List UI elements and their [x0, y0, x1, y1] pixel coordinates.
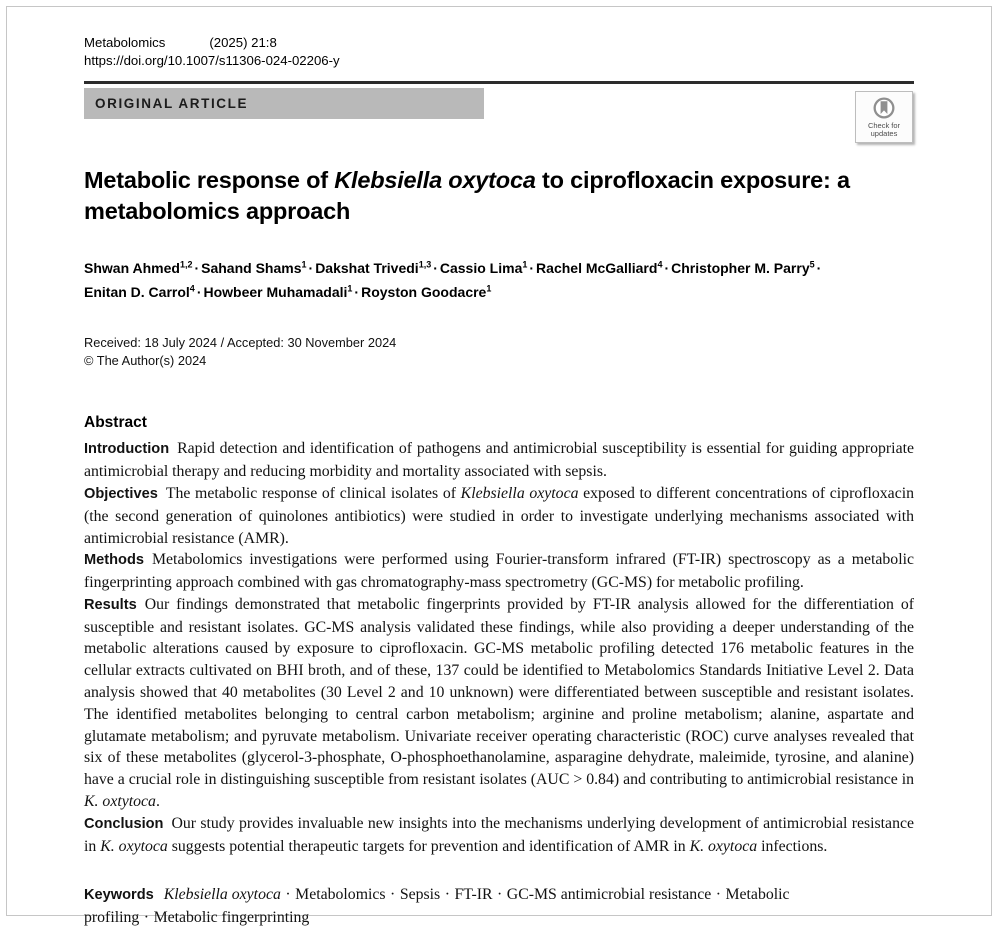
journal-name: Metabolomics — [84, 35, 166, 50]
keyword-separator: · — [390, 886, 396, 904]
keywords-label: Keywords — [84, 887, 154, 904]
keyword: FT-IR — [454, 886, 493, 904]
author-byline — [84, 254, 914, 303]
section-label: Methods — [84, 552, 144, 569]
bookmark-circle-icon — [872, 96, 896, 120]
abstract-objectives — [84, 483, 914, 549]
author-separator: · — [194, 259, 200, 276]
author: Howbeer Muhamadali$^1$ — [203, 283, 353, 301]
species-italic: K. oxytoca — [100, 837, 168, 855]
keyword: Metabolomics — [295, 886, 386, 904]
species-italic: K. oxytoca — [689, 837, 758, 855]
section-label: Results — [84, 596, 137, 613]
section-text: . — [155, 793, 160, 811]
section-label: Introduction — [84, 441, 170, 458]
article-type-label: ORIGINAL ARTICLE — [95, 96, 249, 111]
keyword: Metabolic profiling — [84, 886, 790, 927]
section-text: exposed to different concentrations of ciprofloxacin (the second generation of quinolones antibiotics) were studied in order to investigate underlying mechanisms associated with antimicrobial resistance (AMR). — [84, 484, 914, 547]
keyword: Metabolic fingerprinting — [153, 909, 310, 927]
author-separator: · — [664, 259, 670, 276]
title-pre: Metabolic response of — [84, 167, 335, 193]
abstract-conclusion — [84, 813, 914, 858]
title-species-italic: Klebsiella oxytoca — [334, 167, 536, 193]
author: Christopher M. Parry$^5$ — [671, 259, 815, 276]
author-separator: · — [354, 284, 360, 301]
article-title — [84, 165, 914, 227]
author: Enitan D. Carrol$^4$ — [84, 283, 195, 301]
keyword: Klebsiella oxytoca — [163, 886, 281, 904]
section-label: Conclusion — [84, 815, 164, 832]
author: Sahand Shams$^1$ — [201, 259, 307, 276]
doi-link[interactable]: https://doi.org/10.1007/s11306-024-02206-y — [84, 53, 340, 68]
species-italic: Klebsiella oxytoca — [460, 484, 579, 502]
keyword-separator: · — [715, 886, 721, 904]
keyword: Sepsis — [399, 886, 441, 904]
journal-citation: (2025) 21:8 — [209, 35, 277, 50]
section-text: Our findings demonstrated that metabolic fingerprints provided by FT-IR analysis allowed for the differentiation of susceptible and resistant isolates. GC-MS analysis validated these findings, while also providing a deeper understanding of the metabolic alterations caused by exposure to ciprofloxacin. GC-MS metabolic profiling detected 176 metabolic features in the cellular extracts cultivated on BHI broth, and of these, 137 could be identified to Metabolomics Standards Initiative Level 2. Data analysis showed that 40 metabolites (30 Level 2 and 10 unknown) were differentiated between susceptible and resistant isolates. The identified metabolites belonging to central carbon metabolism; arginine and proline metabolism; alanine, aspartate and glutamate metabolism; and pyruvate metabolism. Univariate receiver operating characteristic (ROC) curve analyses revealed that six of these metabolites (glycerol-3-phosphate, O-phosphoethanolamine, asparagine dehydrate, maleimide, tyrosine, and alanine) have a crucial role in distinguishing susceptible from resistant isolates (AUC > 0.84) and contributing to antimicrobial resistance in — [84, 595, 914, 789]
check-for-updates-label — [868, 122, 900, 138]
section-label: Objectives — [84, 485, 158, 502]
abstract-results — [84, 594, 914, 813]
section-text: The metabolic response of clinical isolates of — [165, 484, 461, 502]
keyword-separator: · — [497, 886, 503, 904]
journal-header — [84, 34, 914, 52]
abstract-section — [84, 414, 914, 857]
title-post: to ciprofloxacin exposure: a metabolomics approach — [84, 167, 850, 224]
section-text: suggests potential therapeutic targets for prevention and identification of AMR in — [167, 837, 690, 855]
author-separator: · — [196, 284, 202, 301]
author: Cassio Lima$^1$ — [439, 259, 528, 276]
author-separator: · — [816, 259, 822, 276]
section-text: Our study provides invaluable new insights into the mechanisms underlying development of antimicrobial resistance in — [84, 814, 914, 855]
article-type-banner — [84, 88, 484, 119]
keyword-separator: · — [285, 886, 291, 904]
author: Royston Goodacre$^1$ — [361, 283, 492, 301]
section-text: Rapid detection and identification of pathogens and antimicrobial susceptibility is essential for guiding appropriate antimicrobial therapy and reducing morbidity and mortality associated with sepsis. — [84, 440, 914, 481]
section-text: Metabolomics investigations were performed using Fourier-transform infrared (FT-IR) spectroscopy as a metabolic fingerprinting approach combined with gas chromatography-mass spectrometry (GC-MS) for metabolic profiling. — [84, 551, 914, 592]
abstract-heading: Abstract — [84, 414, 147, 432]
abstract-methods — [84, 549, 914, 594]
header-rule — [84, 81, 914, 84]
article-dates — [84, 334, 914, 369]
author: Shwan Ahmed$^{1,2}$ — [84, 259, 193, 276]
badge-line-1: Check for — [867, 121, 901, 130]
keyword: GC-MS antimicrobial resistance — [506, 886, 712, 904]
page-content — [7, 7, 991, 929]
keywords-line — [84, 884, 914, 929]
author: Rachel McGalliard$^4$ — [536, 259, 663, 276]
check-for-updates-button[interactable] — [855, 91, 913, 143]
badge-line-2: updates — [870, 129, 898, 138]
article-page — [6, 6, 992, 927]
author-separator: · — [529, 259, 535, 276]
author-separator: · — [308, 259, 314, 276]
section-text: infections. — [757, 837, 828, 855]
abstract-introduction — [84, 438, 914, 483]
copyright-line: © The Author(s) 2024 — [84, 352, 207, 368]
received-accepted: Received: 18 July 2024 / Accepted: 30 November 2024 — [84, 335, 397, 351]
keyword-separator: · — [143, 909, 150, 927]
author-separator: · — [433, 259, 438, 276]
keyword-separator: · — [444, 886, 450, 904]
species-italic: K. oxtytoca — [84, 793, 156, 811]
author: Dakshat Trivedi$^{1,3}$ — [315, 259, 432, 276]
